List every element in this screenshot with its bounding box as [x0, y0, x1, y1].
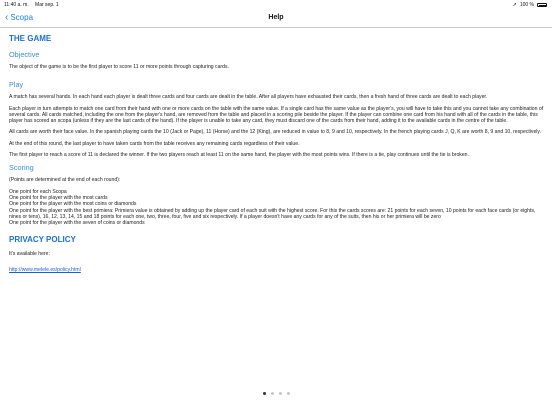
scoring-line: One point for the player with the best primiera: Primiera value is obtained by adding up the player card of each suit with the highest score. For this the cards scores are: 21 points for each seven, 10 points for each face cards (or eights, nines or tens), 16, 12, 13, 14, 15 and 18 points for each one, two, three, four, five and six respectively. If a player doesn't have any cards for any of the suits, then his or her primiera will be zero	[9, 207, 536, 220]
scoring-line: One point for the player with the seven of coins or diamonds	[9, 220, 145, 227]
page-dot[interactable]	[279, 392, 282, 395]
privacy-policy-link[interactable]: http://www.melele.es/policy.html	[9, 266, 81, 273]
section-title-privacy: PRIVACY POLICY	[9, 235, 76, 245]
help-content	[9, 30, 545, 276]
play-paragraph: The first player to reach a score of 11 is declared the winner. If the two players reach at least 11 on the same hand, the player with the most points wins. If there is a tie, play continues until the tie is broken.	[9, 152, 469, 159]
page-indicator[interactable]	[0, 392, 552, 395]
page-title: Help	[268, 14, 284, 21]
privacy-text: It's available here:	[9, 251, 50, 258]
objective-text: The object of the game is to be the first player to score 11 or more points through capturing cards.	[9, 64, 229, 70]
objective-heading: Objective	[9, 50, 40, 59]
navigation-bar	[0, 10, 552, 28]
scoring-heading: Scoring	[9, 163, 34, 173]
play-paragraph: Each player in turn attempts to match one card from their hand with one or more cards on the table with the same value. If a single card has the same value as the player's, you will have to take this and you cannot take any combination of several cards. All cards matched, including the one from the player's hand, are removed from the table and placed in a scoring pile beside the player. If the player can combine one card from his hand with all of the cards in the table, this player has scored an scopa (unless if they are the last cards of the hand). If the player is unable to take any card, they must discard one of the cards from their hand, adding it to the available cards in the centre of the table.	[9, 105, 544, 125]
status-left	[4, 2, 59, 8]
status-right	[513, 2, 547, 8]
back-button-label: Scopa	[10, 13, 34, 22]
location-icon: ➚	[512, 2, 517, 8]
play-paragraph: At the end of this round, the last player to have taken cards from the table receives any remaining cards regardless of their value.	[9, 140, 300, 147]
play-paragraph: A match has several hands. In each hand each player is dealt three cards and four cards are dealt in the table. After all players have exhausted their cards, then a fresh hand of three cards are dealt to each player.	[9, 94, 488, 101]
play-heading: Play	[9, 80, 24, 90]
status-date: Mar sep. 1	[35, 2, 59, 8]
section-title-game: THE GAME	[9, 34, 52, 43]
page-dot[interactable]	[263, 392, 266, 395]
scoring-intro: (Points are determined at the end of each round):	[9, 177, 121, 184]
status-time: 11:40 a. m.	[4, 2, 29, 8]
battery-percent: 100 %	[519, 2, 534, 8]
page-dot[interactable]	[287, 392, 290, 395]
scoring-line: One point for the player with the most coins or diamonds	[9, 201, 137, 208]
scoring-line: One point for the player with the most cards	[9, 194, 108, 201]
battery-icon	[537, 3, 547, 7]
scoring-line: One point for each Scopa	[9, 188, 67, 195]
page-dot[interactable]	[271, 392, 274, 395]
play-paragraph: All cards are worth their face value. In the spanish playing cards the 10 (Jack or Page), 11 (Horse) and the 12 (King), are reduced in value to 8, 9 and 10, respectively. In the french playing cards J, Q, K are worth 8, 9 and 10, respectively.	[9, 129, 542, 136]
chevron-left-icon: ‹	[5, 11, 9, 23]
status-bar	[0, 0, 552, 10]
